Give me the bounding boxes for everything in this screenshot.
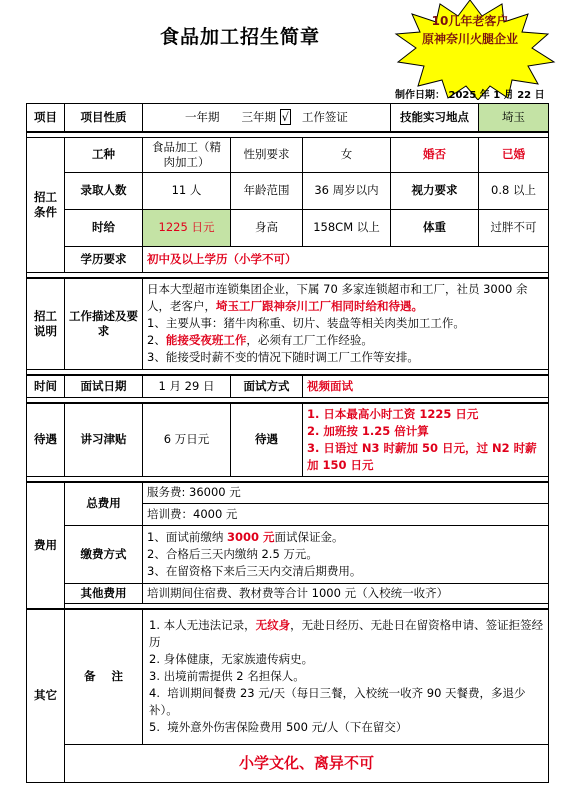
row-wage	[27, 209, 549, 246]
interview-method-label: 面试方式	[231, 375, 303, 397]
visa-type: 工作签证	[301, 109, 348, 124]
payment-item-1a: 1、面试前缴纳	[147, 530, 227, 544]
place-label: 技能实习地点	[391, 104, 479, 132]
height-value: 158CM 以上	[303, 209, 391, 246]
allowance-value: 6 万日元	[143, 403, 231, 477]
desc-item-3: 3、能接受时薪不变的情况下随时调工厂工作等安排。	[147, 350, 419, 365]
weight-label: 体重	[391, 209, 479, 246]
job-label: 工种	[65, 137, 143, 172]
education-value: 初中及以上学历（小学不可）	[143, 246, 549, 272]
star-line-1: 10几年老客户	[431, 14, 509, 28]
desc-item-1: 1、主要从事：猪牛肉称重、切片、装盘等相关肉类加工工作。	[147, 316, 465, 331]
treatment-section-label: 待遇	[27, 403, 65, 477]
star-line-2: 原神奈川火腿企业	[421, 32, 518, 46]
payment-label: 缴费方式	[65, 526, 143, 584]
row-description	[27, 278, 549, 370]
row-education	[27, 246, 549, 272]
vision-label: 视力要求	[391, 172, 479, 209]
note-4: 4. 培训期间餐费 23 元/天（每日三餐，入校统一收齐 90 天餐费，多退少补）。	[149, 686, 526, 718]
wage-label: 时给	[65, 209, 143, 246]
payment-item-1b: 面试保证金。	[274, 530, 344, 544]
project-nature-label: 项目性质	[65, 104, 143, 132]
desc-item-2-num: 2、	[147, 333, 166, 348]
creation-date: 制作日期： 2025 年 1 月 22 日	[395, 90, 545, 101]
desc-intro-highlight: 埼玉工厂跟神奈川工厂相同时给和待遇。	[216, 299, 423, 314]
project-label: 项目	[27, 104, 65, 132]
payment-item-3: 3、在留资格下来后三天内交清后期费用。	[147, 564, 362, 578]
age-value: 36 周岁以内	[303, 172, 391, 209]
project-nature-value	[143, 104, 391, 132]
interview-date-label: 面试日期	[65, 375, 143, 397]
page-title: 食品加工招生简章	[160, 26, 321, 48]
desc-intro: 日本大型超市连锁集团企业，下属 70 多家连锁超市和工厂，社员 3000 余人，老客户，	[147, 282, 528, 314]
fee-section-label: 费用	[27, 482, 65, 610]
row-fee-service	[27, 482, 549, 504]
training-fee: 培训费：4000 元	[143, 504, 549, 526]
weight-value: 过胖不可	[479, 209, 549, 246]
check-icon: √	[281, 109, 289, 124]
allowance-label: 讲习津贴	[65, 403, 143, 477]
payment-list	[143, 526, 549, 584]
height-label: 身高	[231, 209, 303, 246]
recruit-section-label: 招工条件	[27, 137, 65, 272]
recruitment-table	[26, 103, 549, 783]
row-fee-other	[27, 584, 549, 604]
time-section-label: 时间	[27, 375, 65, 397]
treatment-label: 待遇	[231, 403, 303, 477]
service-fee: 服务费: 36000 元	[143, 482, 549, 504]
age-label: 年龄范围	[231, 172, 303, 209]
vision-value: 0.8 以上	[479, 172, 549, 209]
row-fee-payment	[27, 526, 549, 584]
wage-value: 1225 日元	[143, 209, 231, 246]
row-interview	[27, 375, 549, 397]
note-5: 5. 境外意外伤害保险费用 500 元/人（下在留交）	[149, 720, 408, 735]
education-label: 学历要求	[65, 246, 143, 272]
other-section-label: 其它	[27, 609, 65, 782]
interview-method-value: 视频面试	[303, 375, 549, 397]
row-count	[27, 172, 549, 209]
treatment-item-3: 3. 日语过 N3 时薪加 50 日元，过 N2 时薪加 150 日元	[307, 440, 537, 472]
note-2: 2. 身体健康，无家族遗传病史。	[149, 652, 314, 667]
total-fee-label: 总费用	[65, 482, 143, 526]
term-three-year: 三年期	[241, 109, 276, 124]
count-label: 录取人数	[65, 172, 143, 209]
row-job	[27, 137, 549, 172]
notes-label: 备 注	[65, 609, 143, 744]
note-1: 1. 本人无违法记录，无纹身，无赴日经历、无赴日在留资格申请、签证拒签经历	[149, 618, 544, 650]
count-value: 11 人	[143, 172, 231, 209]
desc-value	[143, 278, 549, 370]
married-label: 婚否	[391, 137, 479, 172]
other-fee-label: 其他费用	[65, 584, 143, 604]
payment-item-1-amount: 3000 元	[226, 530, 275, 544]
notes-list	[143, 609, 549, 744]
treatment-item-1: 1. 日本最高小时工资 1225 日元	[307, 406, 479, 421]
interview-date-value: 1 月 29 日	[143, 375, 231, 397]
desc-item-2-highlight: 能接受夜班工作	[165, 333, 247, 348]
row-notes	[27, 609, 549, 744]
row-project	[27, 104, 549, 132]
slogan: 小学文化、离异不可	[65, 744, 549, 782]
married-value: 已婚	[479, 137, 549, 172]
desc-label: 工作描述及要求	[65, 278, 143, 370]
other-fee-value: 培训期间住宿费、教材费等合计 1000 元（入校统一收齐）	[143, 584, 549, 604]
desc-section-label: 招工说明	[27, 278, 65, 370]
gender-label: 性别要求	[231, 137, 303, 172]
place-value: 埼玉	[479, 104, 549, 132]
row-treatment	[27, 403, 549, 477]
treatment-list	[303, 403, 549, 477]
desc-item-2-rest: ，必须有工厂工作经验。	[246, 333, 373, 348]
note-3: 3. 出境前需提供 2 名担保人。	[149, 669, 305, 684]
job-value: 食品加工（精肉加工）	[143, 137, 231, 172]
star-text	[395, 12, 545, 48]
payment-item-2: 2、合格后三天内缴纳 2.5 万元。	[147, 547, 318, 561]
treatment-item-2: 2. 加班按 1.25 倍计算	[307, 423, 429, 438]
row-slogan	[27, 744, 549, 782]
term-one-year: 一年期	[185, 109, 220, 124]
gender-value: 女	[303, 137, 391, 172]
